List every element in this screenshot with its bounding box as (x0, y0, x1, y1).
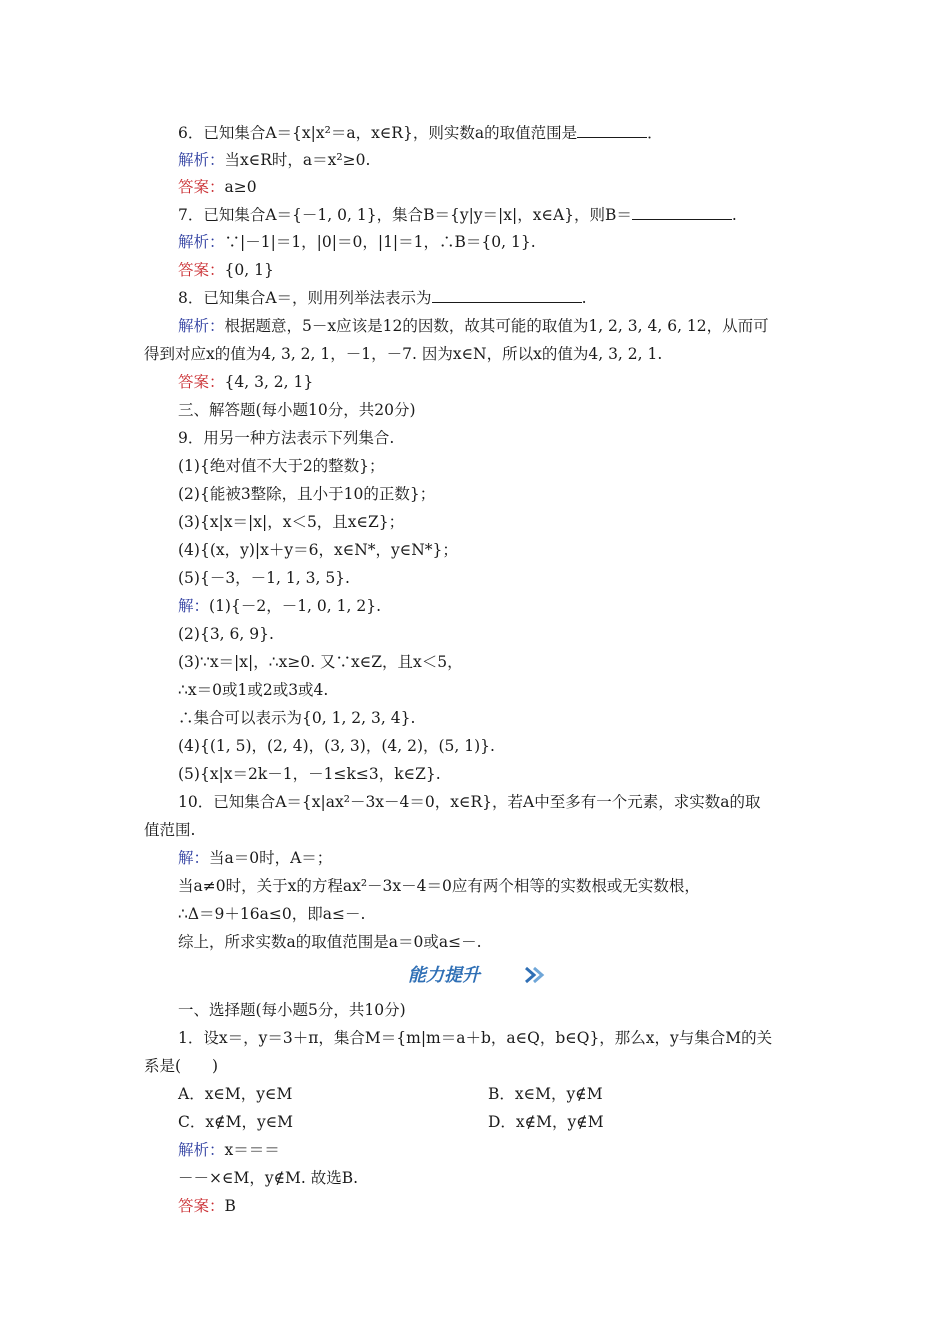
line-text: 9．用另一种方法表示下列集合. (178, 429, 395, 447)
line-text: (1){－2，－1, 0, 1, 2}. (209, 597, 381, 615)
banner-arrow-icon (526, 968, 534, 982)
text-line (178, 428, 394, 448)
choice-option: D．x∉M，y∉M (488, 1113, 604, 1131)
text-line (178, 205, 737, 225)
line-text: 三、解答题(每小题10分，共20分) (178, 401, 416, 419)
line-text: 8．已知集合A＝，则用列举法表示为 (178, 289, 432, 307)
text-line (144, 344, 662, 364)
choice-option: A．x∈M，y∈M (178, 1085, 293, 1103)
solution-label: 解： (178, 849, 210, 867)
answer-label: 答案： (178, 1197, 225, 1215)
text-line (178, 288, 587, 308)
line-text: 一、选择题(每小题5分，共10分) (178, 1001, 406, 1019)
text-line (178, 400, 416, 420)
choice-option: C．x∉M，y∈M (178, 1113, 294, 1131)
text-line (178, 1028, 772, 1048)
line-text: B (224, 1197, 236, 1215)
text-line (178, 260, 274, 280)
choice-option: B．x∈M，y∉M (488, 1085, 603, 1103)
answer-blank (577, 123, 647, 138)
text-line (178, 736, 495, 756)
text-line (178, 1168, 358, 1188)
text-line (178, 1140, 280, 1160)
text-line (178, 1000, 406, 1020)
line-text: 10．已知集合A＝{x|ax²－3x－4＝0，x∈R}，若A中至多有一个元素，求实数a的取 (178, 793, 761, 811)
line-tail: . (581, 289, 587, 307)
text-line (178, 150, 370, 170)
line-text: 当a＝0时，A＝； (209, 849, 333, 867)
line-text: a≥0 (224, 178, 257, 196)
line-text: {4, 3, 2, 1} (224, 373, 314, 391)
line-text: {0, 1} (224, 261, 274, 279)
text-line (178, 540, 458, 560)
text-line (178, 372, 313, 392)
line-text: (2){能被3整除，且小于10的正数}； (178, 485, 436, 503)
solution-label: 解析： (178, 317, 225, 335)
text-line (178, 904, 365, 924)
answer-label: 答案： (178, 373, 225, 391)
text-line (178, 932, 482, 952)
text-line (178, 848, 332, 868)
line-text: (5){x|x＝2k－1，－1≤k≤3，k∈Z}. (178, 765, 441, 783)
line-text: 值范围. (144, 821, 196, 839)
line-text: (1){绝对值不大于2的整数}； (178, 457, 385, 475)
line-tail: . (731, 206, 737, 224)
answer-blank (632, 205, 732, 220)
line-text: 1．设x＝，y＝3＋π，集合M＝{m|m＝a＋b，a∈Q，b∈Q}，那么x，y与集合M的关 (178, 1029, 773, 1047)
line-text: ∵|－1|＝1，|0|＝0，|1|＝1，∴B＝{0, 1}. (224, 233, 536, 251)
line-text: x＝＝＝ (224, 1141, 280, 1159)
text-line (178, 764, 441, 784)
section-banner-ability-improvement (406, 962, 562, 988)
line-text: ∴集合可以表示为{0, 1, 2, 3, 4}. (178, 709, 416, 727)
answer-blank (432, 288, 582, 303)
text-line (178, 484, 435, 504)
solution-label: 解： (178, 597, 210, 615)
line-text: 得到对应x的值为4, 3, 2, 1，－1，－7. 因为x∈N，所以x的值为4, 3, 2, 1. (144, 345, 663, 363)
text-line (178, 123, 663, 143)
text-line (178, 876, 700, 896)
text-line (178, 680, 328, 700)
line-text: 根据题意，5－x应该是12的因数，故其可能的取值为1, 2, 3, 4, 6, 12，从而可 (224, 317, 769, 335)
line-text: (4){(x，y)|x＋y＝6，x∈N*，y∈N*}； (178, 541, 458, 559)
text-line (178, 1196, 236, 1216)
line-text: 综上，所求实数a的取值范围是a＝0或a≤－. (178, 933, 482, 951)
line-text: 6．已知集合A＝{x|x²＝a，x∈R}，则实数a的取值范围是 (178, 124, 578, 142)
answer-label: 答案： (178, 261, 225, 279)
line-text: (3){x|x＝|x|，x＜5，且x∈Z}； (178, 513, 405, 531)
line-text: －－×∈M，y∉M. 故选B. (178, 1169, 359, 1187)
line-text: 7．已知集合A＝{－1, 0, 1}，集合B＝{y|y＝|x|，x∈A}，则B＝ (178, 206, 632, 224)
answer-label: 答案： (178, 178, 225, 196)
solution-label: 解析： (178, 233, 225, 251)
text-line (178, 624, 274, 644)
text-line (178, 232, 536, 252)
line-text: 系是( ) (144, 1057, 219, 1075)
text-line (178, 316, 769, 336)
line-text: 当x∈R时，a＝x²≥0. (224, 151, 371, 169)
line-text: ∴Δ＝9＋16a≤0，即a≤－. (178, 905, 366, 923)
line-tail: ． (647, 124, 663, 142)
text-line (178, 792, 760, 812)
text-line (178, 568, 350, 588)
text-line (178, 512, 404, 532)
text-line (144, 820, 195, 840)
text-line (178, 708, 415, 728)
line-text: (4){(1, 5)，(2, 4)，(3, 3)，(4, 2)，(5, 1)}. (178, 737, 495, 755)
text-line (178, 652, 463, 672)
text-line (144, 1056, 218, 1076)
text-line (178, 177, 257, 197)
line-text: (3)∵x＝|x|，∴x≥0. 又∵x∈Z，且x＜5， (178, 653, 463, 671)
solution-label: 解析： (178, 151, 225, 169)
line-text: (5){－3，－1, 1, 3, 5}. (178, 569, 350, 587)
line-text: 当a≠0时，关于x的方程ax²－3x－4＝0应有两个相等的实数根或无实数根， (178, 877, 700, 895)
solution-label: 解析： (178, 1141, 225, 1159)
text-line (178, 456, 385, 476)
text-line (178, 596, 381, 616)
line-text: (2){3, 6, 9}. (178, 625, 274, 643)
banner-text: 能力提升 (408, 965, 480, 986)
line-text: ∴x＝0或1或2或3或4. (178, 681, 329, 699)
